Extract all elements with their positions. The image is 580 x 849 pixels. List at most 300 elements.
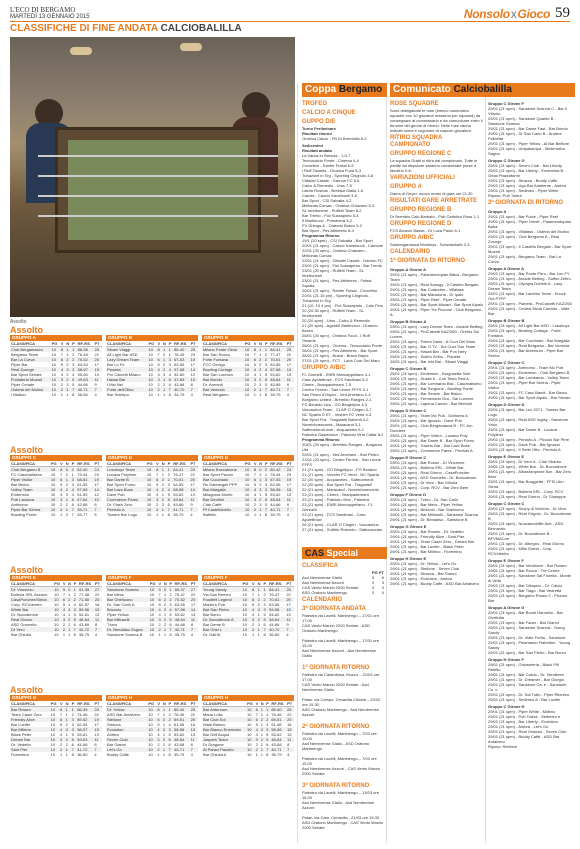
table-cell: 2 (65, 742, 68, 747)
table-cell: 57-58 (269, 367, 285, 372)
table-cell: 3 (162, 727, 168, 732)
table-cell: 10 (53, 597, 62, 602)
table-cell: 2 (258, 367, 264, 372)
table-cell: 6 (71, 742, 74, 747)
table-cell: 57-58 (76, 487, 93, 492)
table-cell: 4 (62, 607, 67, 612)
table-cell: 48-64 (268, 617, 285, 622)
team-name: ASD Oratorio Martinengo (302, 590, 347, 595)
ritiro-group: GRUPPO REGIONE C (390, 151, 452, 157)
table-cell: 10 (50, 482, 56, 487)
cas-calendar-title: CALENDARIO (302, 597, 342, 603)
match-line: 29/01 (21 spm) - Sulfrio Zefiro - Pianeta (390, 354, 461, 359)
table-cell: 1 (167, 467, 173, 473)
variazioni-group: GRUPPO A (390, 184, 422, 190)
table-cell: 3 (262, 607, 268, 612)
result-line: Cittadel Casale - Garnon FC 5-6 (302, 178, 360, 183)
calendar-line: Palestra via Calamitosa, Mozzo – 21/03 ore 17.00 (302, 672, 380, 682)
table-cell: 78-44 (270, 472, 281, 477)
coppa-title: CALCIO A CINQUE (302, 110, 356, 116)
table-cell: 11 (189, 497, 198, 502)
table-cell: 10 (146, 467, 155, 473)
table-cell: 43-69 (78, 622, 90, 627)
table-cell: 5 (264, 382, 268, 387)
column-header: PG (54, 581, 60, 586)
match-line: 29/01 (21 spm) - Antinomo - Team Mc Pub (488, 365, 564, 370)
table-cell: Bar Ghel L (202, 627, 242, 632)
table-cell: All Light Bar ASD (107, 352, 138, 357)
table-cell: 1 (60, 512, 63, 517)
column-header: RF-RS (172, 461, 189, 467)
table-cell: 7 (286, 387, 294, 392)
table-cell: 4 (60, 732, 63, 737)
table-cell: Bergamo Team (11, 352, 39, 357)
table-cell: 1 (161, 492, 165, 497)
match-line: 29/01 (21 spm) - Seven Club - Bar Liberty (488, 163, 563, 168)
match-line: 29/01 (21 spm) - Bar Lucifer - Black Peter (390, 544, 464, 549)
column-header: RF-RS (173, 701, 190, 707)
table-cell: 8 (287, 742, 290, 747)
table-cell: 1 (257, 612, 260, 617)
table-cell: 10 (246, 717, 255, 722)
table-cell: 3 (255, 737, 258, 742)
table-cell: 10 (247, 742, 252, 747)
table-cell: 2 (264, 357, 269, 362)
table-cell: 85-40 (173, 707, 190, 713)
table-cell: 1 (259, 492, 262, 497)
table-cell: 2 (168, 712, 171, 717)
table-cell: 74-46 (77, 712, 88, 717)
table-cell: 8 (169, 632, 172, 637)
column-header: PG (50, 461, 59, 467)
table-cell: 6 (155, 477, 161, 482)
match-line: 29/01 (21 spm) - Real Sanogy - Il Castelo Bergalo (390, 282, 479, 287)
table-cell: 39-71 (76, 507, 93, 512)
cas-row (302, 590, 384, 595)
table-cell: Bar Dante B (106, 477, 146, 482)
table-cell: 35-77 (77, 512, 88, 517)
table-cell: 8 (263, 632, 266, 637)
program-line: 22 (20 spm) - Acquaceles - Sattnoetoroil (302, 477, 374, 482)
table-cell: 10 (247, 732, 252, 737)
table-cell: 8 (94, 622, 98, 627)
table-cell: 1 (157, 392, 160, 397)
column-header: PT (286, 341, 294, 347)
table-cell: 1 (258, 477, 264, 482)
match-line: 29/01 (21 spm) - Dustin b - Con Team Red A (390, 376, 469, 381)
table-cell: 10 (53, 627, 62, 632)
table-cell: 2 (260, 737, 265, 742)
table-cell: 5 (253, 362, 256, 367)
match-line: 29/01 (21 spm) - ASD Grumello - Dr. Boccaleone (390, 475, 477, 480)
table-cell: 6 (73, 622, 76, 627)
table-cell: 44-68 (77, 742, 88, 747)
table-cell: 10 (242, 602, 247, 607)
table-cell: Bar Sport Forno (107, 482, 136, 487)
table-cell: Al Paracl Pauleto (202, 747, 246, 752)
table-cell: 10 (146, 472, 152, 477)
table-cell: 1 (253, 392, 256, 397)
table-cell: 5 (264, 502, 268, 507)
played: 3 (371, 590, 374, 595)
column-header: PG (51, 341, 60, 347)
table-cell: 1 (67, 627, 73, 632)
match-line: 29/01 (21 spm) - Bar Bondi Harmelio - Bar Ghellutta (488, 610, 563, 620)
table-cell: 40-71 (174, 627, 190, 632)
table-cell: 2 (162, 717, 168, 722)
table-cell: 10 (50, 472, 56, 477)
table-cell: 79-44 (77, 472, 88, 477)
table-cell: 10 (242, 622, 247, 627)
table-cell: 10 (149, 607, 158, 612)
table-cell: 24 (286, 467, 294, 473)
table-cell: 58-57 (76, 727, 93, 732)
coppa-title: TROFEO (302, 101, 327, 107)
table-cell: 44-66 (270, 502, 281, 507)
table-cell: 3 (264, 482, 268, 487)
table-cell: 70-51 (269, 357, 285, 362)
match-line: 29/01 (21 spm) - Bar Tiago - Bar Vedretta (488, 588, 562, 593)
table-cell: 1 (60, 392, 64, 397)
table-cell: 10 (51, 387, 60, 392)
table-cell: 2 (71, 712, 74, 717)
table-cell: 49-63 (77, 377, 94, 382)
table-cell: 2 (156, 747, 161, 752)
table-cell: Bar Venezia (202, 387, 244, 392)
table-cell: 9 (158, 587, 163, 593)
calendar-line: Asd Nembrense Giallo - ASD Oratorio Martinengo (302, 741, 370, 751)
table-cell: 10 (148, 352, 153, 357)
table-cell: 1 (168, 352, 171, 357)
table-cell: 69-51 (173, 717, 190, 722)
table-cell: 3 (73, 607, 78, 612)
table-cell: 10 (244, 482, 250, 487)
table-cell: 10 (147, 707, 156, 713)
table-cell: 3 (257, 607, 263, 612)
table-cell: 91-35 (78, 587, 94, 593)
giornata-title: 1ª GIORNATA DI RITORNO (390, 258, 465, 264)
table-cell: 10 (244, 477, 253, 482)
match-line: 29/01 (21 spm) - Albazzanponte Bar - Bar Zero Beer (488, 469, 572, 479)
table-cell: 1 (257, 592, 260, 597)
table-cell: 1 (68, 612, 71, 617)
group-label: Gruppo A (488, 209, 507, 214)
table-cell: 10 (50, 477, 59, 482)
table-cell: 6 (71, 502, 74, 507)
match-line: 29/01 (21 spm) - Ghiuseteria - Black Pill Refelio (488, 662, 559, 672)
match-line: 29/01 (21 spm) - Bar Sport Mozart - Bar Sport Alpalo (390, 302, 484, 307)
match-line: 29/01 (21 spm) - Piper Tre Piccone - Club Bergamo A (390, 307, 482, 317)
table-cell: 15 (286, 727, 294, 732)
table-cell: 53-62 (270, 372, 281, 377)
table-cell: 11 (285, 617, 294, 622)
match-line: 29/01 (21 spm) - Sedimeo A - Bar Lucifer (488, 697, 561, 702)
table-cell: 4 (253, 487, 258, 492)
result-line: Cancle - Casciò Kanelnuoli 3-6 (302, 193, 357, 198)
table-cell: 3 (169, 602, 172, 607)
table-cell: 4 (255, 727, 258, 732)
match-line: 29/01 (21 spm) - Perduto A - Piccolo Bar Pirre (488, 437, 570, 442)
cas-classifica-title: CLASSIFICA (302, 563, 338, 569)
table-cell: 10 (54, 612, 59, 617)
table-cell: 9 (94, 382, 97, 387)
table-cell: 88-38 (77, 347, 94, 353)
table-cell: 10 (242, 597, 251, 602)
table-cell: 9 (286, 502, 289, 507)
table-cell: 10 (148, 712, 153, 717)
column-header: PG (242, 581, 251, 587)
table-cell: 2 (168, 717, 173, 722)
table-cell: 3 (72, 362, 75, 367)
table-cell: 7 (157, 712, 160, 717)
table-cell: 1 (65, 347, 71, 353)
result-line: Centro Fermin - San Leone FFFS 3-1 (302, 387, 369, 392)
table-cell: 9 (286, 382, 289, 387)
table-cell: 11 (94, 377, 103, 382)
program-line: 21 (21 spm) - Veshim FC Verid - NC Sparta (302, 472, 379, 477)
table-cell: 35-79 (174, 752, 185, 757)
result-line: Tecnocalcio Ponte - Cinema 4-4 (302, 158, 359, 163)
table-cell: 2 (67, 617, 73, 622)
table-cell: 54-62 (269, 612, 280, 617)
points: 6 (381, 575, 384, 580)
table-cell: 10 (54, 602, 59, 607)
table-cell: 77-48 (78, 592, 90, 597)
table-cell: 3 (259, 502, 262, 507)
match-line: 29/01 (21 spm) - Bar Cutandrm - Villafass (390, 287, 464, 292)
table-cell: 1 (260, 752, 263, 757)
table-cell: 10 (147, 357, 156, 362)
rose-text: Sono obbligatorie le rose (elenco nominativo squadre con 10 giocatori massimo per squadra) da consegnare al commissario e da comunicare entro il termine del girone di ritorno. Nelle rose vanno indicati nome e cognome di ciascun giocatore. (390, 108, 483, 133)
match-line: 29/01 (21 spm) - Pub Tolera - Sedimeo e (488, 714, 561, 719)
table-cell: 8 (190, 382, 193, 387)
table-cell: Black Peter (11, 732, 32, 737)
table-cell: 3 (264, 487, 269, 492)
column-header: RF-RS (76, 461, 93, 467)
table-cell: 70-51 (172, 477, 189, 482)
table-cell: Bar Lucifer (11, 722, 31, 727)
table-cell: 1 (66, 392, 69, 397)
result-line: Borgarno United - Brembio Ranges 2-1 (302, 397, 372, 402)
table-cell: 10 (50, 507, 59, 512)
table-cell: 1 (162, 752, 166, 757)
table-cell: 49-64 (172, 497, 189, 502)
column-header: CLASSIFICA (106, 581, 149, 587)
table-cell: 85-40 (173, 347, 190, 353)
section-label: Assolto (10, 445, 44, 455)
table-cell: 68-51 (76, 477, 93, 482)
table-cell: 86-39 (76, 707, 93, 713)
calendar-line: CAS Vento Marzio 2000 Seriate - Asd Nembrense Giallo (302, 682, 369, 692)
table-cell: 7 (264, 387, 269, 392)
table-cell: 4 (168, 372, 171, 377)
team-name: Asd Nembrense Giallo (302, 575, 343, 580)
table-cell: 7 (262, 627, 268, 632)
table-cell: 22 (190, 472, 195, 477)
table-cell: 3 (168, 362, 171, 367)
table-row (106, 512, 198, 517)
comunicato-header: Comunicato Calciobalilla (390, 83, 575, 97)
table-cell: 7 (285, 627, 294, 632)
table-cell: 2 (157, 382, 160, 387)
table-cell: 7 (71, 387, 77, 392)
match-line: 29/01 (21 spm) - Dr San Carlo B - Andrea Felicetta (488, 131, 562, 141)
table-cell: 6 (158, 597, 163, 602)
match-line: 29/01 (21 spm) - Stracca - Bar Gianni (390, 571, 457, 576)
table-cell: 5 (167, 502, 170, 507)
table-cell: 10 (246, 737, 255, 742)
match-line: 29/01 (21 spm) - Bar Milleno - Florentino (390, 549, 462, 554)
table-cell: Dr. Armenti (203, 382, 223, 387)
table-cell: 78-45 (174, 352, 185, 357)
table-cell: Endemion (11, 492, 30, 497)
table-row (202, 392, 294, 397)
program-line: 20 (20.30 spm) - Ruffelli Team - SL Ierettonerei (302, 308, 364, 318)
table-cell: 22 (286, 592, 291, 597)
table-cell: 1 (161, 472, 165, 477)
match-line: 29/01 (21 spm) - Sedimeo - Piper White (488, 188, 559, 193)
match-line: 29/01 (21 spm) - Piper Yellow - Al Bar Belfiore (488, 141, 570, 146)
column-header: N (65, 701, 69, 706)
table-cell: 17 (190, 602, 196, 607)
table-cell: 3 (253, 497, 258, 502)
table-cell: 1 (65, 747, 71, 752)
table-cell: 1 (258, 347, 264, 353)
table-cell: 17 (94, 482, 99, 487)
coppa-header: Coppa Bergamo (302, 83, 387, 97)
table-row (106, 752, 198, 757)
match-line: 29/01 (21 spm) - Lazy Dream Team - Arcade Betting (390, 324, 483, 329)
table-cell: 10 (244, 392, 250, 397)
column-header: CLASSIFICA (202, 581, 242, 587)
table-cell: 1 (162, 392, 166, 397)
group-label: Gruppo A Girone G (488, 605, 525, 610)
table-cell: Bar Margalia (202, 487, 244, 492)
table-cell: 10 (50, 742, 56, 747)
table-cell: Piper Bar (11, 362, 28, 367)
table-cell: 2 (162, 737, 168, 742)
risultati-title: RISULTATI GARE ARRETRATE (390, 198, 477, 204)
table-cell: Martin's Pub (203, 602, 226, 607)
table-cell: 5 (60, 722, 63, 727)
column-header: PG (244, 341, 253, 347)
table-cell: 41-72 (76, 747, 93, 752)
table-cell: Bar Borzo (203, 612, 221, 617)
table-cell: 3 (162, 372, 166, 377)
table-cell: 5 (251, 602, 255, 607)
table-cell: 44-66 (269, 622, 280, 627)
table-cell: 5 (168, 617, 173, 622)
table-cell: 2 (65, 512, 69, 517)
table-row (202, 632, 294, 637)
table-cell: 6 (251, 597, 257, 602)
table-cell: 1 (162, 722, 166, 727)
table-cell: Lusoboyz Team (106, 467, 146, 473)
table-cell: Real Giorno (10, 617, 53, 622)
section-brand: NonsoloXGioco (463, 6, 550, 21)
group-label: Gruppo E Girone C (390, 455, 427, 460)
table-cell: 4 (62, 612, 66, 617)
table-cell: Forte Fontana (202, 357, 244, 362)
table-cell: 16 (190, 722, 196, 727)
column-header: RF-RS (77, 341, 94, 347)
table-cell: 4 (157, 367, 162, 372)
result-line: La Vacca er Brescia - 1-0-7 (302, 153, 351, 158)
table-cell: 1 (255, 752, 258, 757)
table-cell: 1 (266, 707, 269, 712)
program-line: 21 (10. 19 4 pm) - Fiol Sussapinto - Calo Fino (302, 303, 383, 308)
table-cell: 43-68 (174, 382, 185, 387)
table-cell: Battello (203, 512, 217, 517)
comunicato-column (390, 99, 484, 843)
table-cell: 63-56 (269, 602, 280, 607)
result-line: FG Beraldo Ltcs - GO Blogeilyno 4-3 (302, 402, 368, 407)
table-cell: 53-62 (174, 612, 185, 617)
table-cell: 5 (264, 377, 269, 382)
risultati-line: Sanbergamasca Monkeys - Schwarzkafe 3-4 (390, 242, 470, 247)
table-cell: 6 (156, 717, 161, 722)
column-header: V (156, 461, 159, 466)
table-cell: 2 (59, 507, 65, 512)
newspaper-name: L'ECO DI BERGAMO (10, 6, 76, 14)
table-cell: 4 (156, 727, 161, 732)
table-cell: 7 (167, 507, 173, 512)
table-cell: 2 (162, 352, 166, 357)
table-cell: 3 (71, 727, 77, 732)
table-cell: Maria Lolla (203, 712, 223, 717)
table-cell: 35-79 (78, 632, 90, 637)
table-cell: 8 (72, 392, 75, 397)
table-cell: 10 (244, 492, 250, 497)
table-cell: Lucana Polyliner (107, 472, 137, 477)
risultati-line: Dr Brembio Calò Barbato - Pub Cattolico Ross 1-1 (390, 214, 480, 219)
match-line: 29/01 (21 spm) - Piper Visitor - Lucana Poly (390, 433, 468, 438)
table-cell: I Mai Nel (107, 382, 123, 387)
program-line: 20/01 (20 spm) - Brembio Ranges - Borgarno Utd (302, 442, 383, 452)
table-cell: 10 (147, 717, 156, 722)
table-cell: 15 (94, 367, 103, 372)
table-cell: Bar Dente B (203, 622, 225, 627)
column-header: N (260, 701, 264, 706)
table-cell: 10 (246, 727, 255, 732)
table-cell: 1 (161, 507, 167, 512)
table-cell: 3 (253, 377, 258, 382)
table-cell: 7 (94, 627, 102, 632)
table-cell: 2 (162, 362, 166, 367)
points: 0 (381, 590, 384, 595)
table-cell: 25 (286, 347, 294, 353)
table-cell: 2 (167, 477, 173, 482)
table-cell: 22 (286, 352, 292, 357)
result-line: Casc Ayulettrowi - FCS Sandbani 5-2 (302, 377, 368, 382)
result-line: Tubazioni in Srg - Sporting Chignolo 3-8 (302, 173, 374, 178)
table-cell: Stellone (106, 717, 147, 722)
table-cell: 10 (147, 367, 156, 372)
table-cell: 7 (60, 352, 64, 357)
table-cell: 2 (65, 487, 71, 492)
match-line: 29/01 (21 spm) - Real Giorno - CasaPuncher (390, 470, 470, 475)
table-cell: 4 (190, 512, 193, 517)
table-cell: 1 (260, 747, 265, 752)
table-cell: 10 (147, 727, 156, 732)
table-cell: 7 (190, 387, 198, 392)
result-line: Il Martinucci - Primavera 3-2 (302, 218, 353, 223)
column-header: PT (286, 461, 294, 467)
table-cell: 1 (162, 387, 168, 392)
match-line: 29/01 (21 spm) - Bar Rowen - Dr. Vedetto (390, 529, 464, 534)
table-cell: 5 (62, 602, 66, 607)
program-line: 20 (20 spm) - Urss - Calco & Remedio (302, 318, 370, 323)
